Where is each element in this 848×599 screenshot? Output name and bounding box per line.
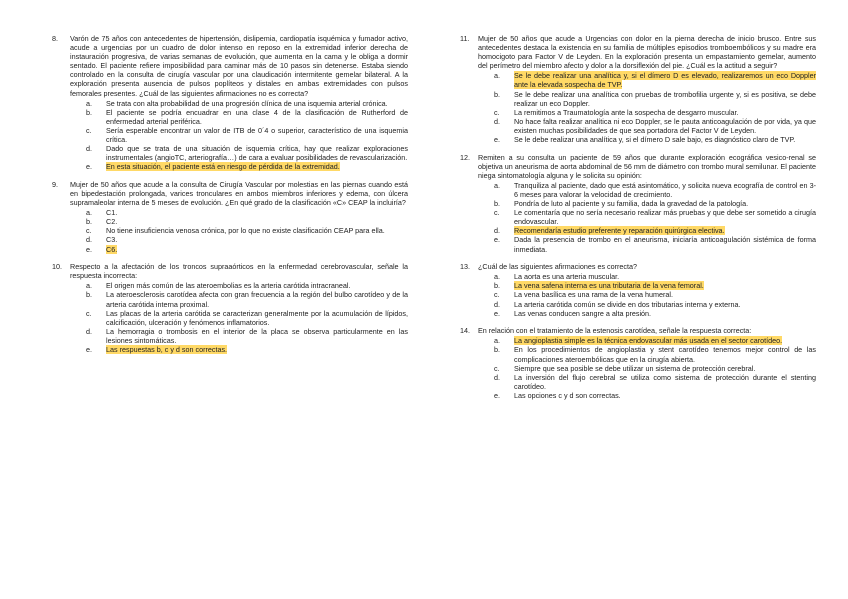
options-list [478, 71, 816, 144]
question-number: 11. [460, 34, 470, 43]
option-letter: c. [86, 308, 92, 318]
answer-option-highlighted [478, 226, 816, 235]
question-item [52, 262, 408, 354]
answer-option [478, 345, 816, 363]
answer-option [478, 208, 816, 226]
question-number: 9. [52, 179, 58, 189]
option-text: Tranquiliza al paciente, dado que está asintomático, y solicita nueva ecografía de control en 3-6 meses para valorar la velocidad de crecimiento. [514, 180, 816, 199]
option-letter: e. [86, 244, 92, 254]
option-letter: c. [86, 226, 92, 236]
answer-option-highlighted [478, 71, 816, 89]
option-text: Se le debe realizar una analítica con pruebas de trombofilia urgente y, si es positiva, se debe realizar un eco Doppler. [514, 89, 816, 108]
question-text: Respecto a la afectación de los troncos supraaórticos en la enfermedad cerebrovascular, señale la respuesta incorrecta: [70, 262, 408, 281]
option-letter: a. [494, 180, 500, 190]
answer-option [70, 99, 408, 108]
question-number: 13. [460, 262, 470, 272]
option-letter: c. [86, 125, 92, 135]
options-list [70, 208, 408, 253]
question-item [52, 34, 408, 171]
answer-option [478, 199, 816, 208]
option-text: No tiene insuficiencia venosa crónica, por lo que no existe clasificación CEAP para ella. [106, 226, 385, 236]
option-text: Pondría de luto al paciente y su familia, dada la gravedad de la patología. [514, 199, 749, 209]
answer-option [70, 290, 408, 308]
option-text: La aorta es una arteria muscular. [514, 272, 620, 282]
answer-option [70, 281, 408, 290]
option-text: La vena safena interna es una tributaria de la vena femoral. [514, 281, 704, 291]
option-letter: a. [86, 281, 92, 291]
option-text: La ateroesclerosis carotídea afecta con gran frecuencia a la región del bulbo carotídeo y de la arteria carótida interna proximal. [106, 290, 408, 309]
option-letter: a. [86, 208, 92, 218]
option-letter: e. [86, 162, 92, 172]
question-text: En relación con el tratamiento de la estenosis carotídea, señale la respuesta correcta: [478, 326, 752, 336]
option-letter: d. [86, 235, 92, 245]
option-letter: e. [86, 345, 92, 354]
answer-option [478, 373, 816, 391]
answer-option [478, 90, 816, 108]
question-text: Varón de 75 años con antecedentes de hipertensión, dislipemia, cardiopatía isquémica y fumador activo, acude a urgencias por un cuadro de dolor intenso en reposo en la extremidad inferior derecha de instauración progresiva, de varias semanas de evolución, que aumenta en la cama y le obliga a dormir sentado. El paciente refiere imposibilidad para caminar más de 10 pasos sin detenerse. Estaba siendo controlado en la consulta de cirugía vascular por una claudicación intermitente gemelar bilateral. A la exploración presenta ausencia de pulsos poplíteos y distales en ambas extremidades con pulsos femorales presentes. ¿Cuál de las siguientes afirmaciones no es correcta? [70, 34, 408, 98]
option-letter: b. [86, 290, 92, 300]
question-number: 10. [52, 262, 62, 272]
left-column [52, 34, 408, 363]
option-text: C6. [106, 244, 118, 254]
option-letter: c. [494, 107, 500, 117]
option-letter: c. [494, 290, 500, 300]
options-list [478, 336, 816, 400]
answer-option [70, 217, 408, 226]
answer-option [478, 181, 816, 199]
answer-option [478, 364, 816, 373]
answer-option-highlighted [70, 245, 408, 254]
answer-option [478, 300, 816, 309]
option-letter: b. [494, 89, 500, 99]
option-text: Sería esperable encontrar un valor de ITB de 0´4 o superior, característico de una isquemia crítica. [106, 125, 408, 145]
question-text: Mujer de 50 años que acude a la consulta de Cirugía Vascular por molestias en las piernas cuando está en bipedestación prolongada, varices tronculares en ambos miembros inferiores y edema, con úlcera supramaleolar interna de 5 meses de evolución. ¿En qué grado de la clasificación «C» CEAP la incluiría? [70, 179, 408, 208]
option-text: En esta situación, el paciente está en riesgo de pérdida de la extremidad. [106, 162, 340, 172]
option-letter: d. [494, 226, 500, 236]
answer-option [70, 208, 408, 217]
option-text: La vena basílica es una rama de la vena humeral. [514, 290, 674, 300]
answer-option [478, 272, 816, 281]
right-column [460, 34, 816, 408]
answer-option-highlighted [478, 336, 816, 345]
option-text: La angioplastia simple es la técnica endovascular más usada en el sector carotídeo. [514, 336, 783, 346]
option-letter: b. [494, 199, 500, 209]
option-letter: e. [494, 135, 500, 145]
option-text: No hace falta realizar analítica ni eco Doppler, se le pauta anticoagulación de por vida, ya que existen muchas posibilidades de que sea portadora del Factor V de Leyden. [514, 116, 816, 135]
answer-option-highlighted [478, 281, 816, 290]
question-number: 8. [52, 34, 58, 43]
option-letter: d. [86, 326, 92, 336]
options-list [70, 281, 408, 354]
question-item [52, 180, 408, 254]
answer-option [70, 226, 408, 235]
option-text: La remitimos a Traumatología ante la sospecha de desgarro muscular. [514, 107, 739, 117]
question-item [460, 262, 816, 318]
option-letter: a. [494, 272, 500, 282]
option-text: Dada la presencia de trombo en el aneurisma, iniciaría anticoagulación sistémica de forma inmediata. [514, 235, 816, 254]
question-item [460, 326, 816, 400]
option-letter: c. [494, 208, 500, 218]
option-letter: b. [494, 281, 500, 291]
option-letter: c. [494, 363, 500, 373]
answer-option [478, 117, 816, 135]
answer-option [478, 135, 816, 144]
question-number: 12. [460, 152, 470, 162]
option-text: C3. [106, 235, 118, 245]
option-letter: e. [494, 235, 500, 245]
answer-option [478, 391, 816, 400]
option-text: Se le debe realizar una analítica y, si el dímero D sale bajo, es diagnóstico claro de TVP. [514, 135, 796, 145]
option-text: C2. [106, 217, 118, 227]
option-text: Las venas conducen sangre a alta presión. [514, 308, 652, 318]
option-text: Siempre que sea posible se debe utilizar un sistema de protección cerebral. [514, 363, 756, 373]
answer-option [478, 108, 816, 117]
answer-option [70, 144, 408, 162]
option-letter: b. [86, 217, 92, 227]
answer-option [478, 235, 816, 253]
option-text: Las respuestas b, c y d son correctas. [106, 345, 228, 354]
answer-option-highlighted [70, 162, 408, 171]
question-text: ¿Cuál de las siguientes afirmaciones es correcta? [478, 262, 637, 272]
option-text: Se trata con alta probabilidad de una progresión clínica de una isquemia arterial crónica. [106, 98, 388, 108]
option-letter: d. [494, 299, 500, 309]
question-text: Mujer de 50 años que acude a Urgencias con dolor en la pierna derecha de inicio brusco. Entre sus antecedentes destaca la existencia en su familia de múltiples episodios tromboembólicos y su madre era homocigoto para Factor V de Leyden. En la exploración presenta un empastamiento gemelar, aumento del perímetro del miembro afecto y dolor a la dorsiflexión del pie. ¿Cuál es la actitud a seguir? [478, 34, 816, 71]
answer-option [70, 327, 408, 345]
option-letter: a. [494, 71, 500, 81]
option-letter: d. [494, 372, 500, 382]
question-item [460, 34, 816, 144]
option-letter: b. [86, 107, 92, 117]
option-text: Dado que se trata de una situación de isquemia crítica, hay que realizar exploraciones instrumentales (angioTC, arteriografía…) de cara a evaluar posibilidades de revascularización. [106, 144, 408, 163]
option-text: Recomendaría estudio preferente y reparación quirúrgica electiva. [514, 226, 725, 236]
question-number: 14. [460, 326, 470, 336]
option-text: C1. [106, 208, 118, 218]
option-text: El origen más común de las ateroembolias es la arteria carótida intracraneal. [106, 281, 351, 291]
answer-option [70, 108, 408, 126]
option-letter: a. [86, 98, 92, 108]
option-text: Las opciones c y d son correctas. [514, 390, 621, 400]
options-list [478, 181, 816, 254]
option-letter: d. [494, 116, 500, 126]
option-text: Las placas de la arteria carótida se caracterizan generalmente por la acumulación de lípidos, calcificación, ulceración y fenómenos inflamatorios. [106, 308, 408, 327]
answer-option [70, 309, 408, 327]
option-text: En los procedimientos de angioplastia y stent carotídeo tenemos mejor control de las complicaciones ateroembólicas que en la cirugía abierta. [514, 345, 816, 364]
option-letter: e. [494, 308, 500, 318]
option-text: Se le debe realizar una analítica y, si el dímero D es elevado, realizaremos un eco Doppler ante la elevada sospecha de TVP. [514, 71, 816, 90]
answer-option-highlighted [70, 345, 408, 354]
options-list [478, 272, 816, 317]
question-text: Remiten a su consulta un paciente de 59 años que durante exploración ecográfica vesico-renal se objetiva un aneurisma de aorta abdominal de 56 mm de diámetro con trombo mural semilunar. El paciente niega sintomatología alguna y le solicita su opinión: [478, 152, 816, 180]
option-text: La hemorragia o trombosis en el interior de la placa se observa particularmente en las lesiones sintomáticas. [106, 326, 408, 345]
option-text: La inversión del flujo cerebral se utiliza como sistema de protección durante el stenting carotídeo. [514, 372, 816, 391]
question-item [460, 153, 816, 254]
options-list [70, 99, 408, 172]
option-letter: a. [494, 336, 500, 346]
answer-option [70, 235, 408, 244]
answer-option [478, 309, 816, 318]
option-text: Le comentaría que no sería necesario realizar más pruebas y que debe ser sometido a cirugía endovascular. [514, 208, 816, 227]
answer-option [70, 126, 408, 144]
option-letter: d. [86, 144, 92, 154]
answer-option [478, 290, 816, 299]
option-letter: b. [494, 345, 500, 355]
option-text: La arteria carótida común se divide en dos tributarias interna y externa. [514, 299, 741, 309]
option-letter: e. [494, 390, 500, 400]
option-text: El paciente se podría encuadrar en una clase 4 de la clasificación de Rutherford de enfermedad arterial periférica. [106, 107, 408, 126]
